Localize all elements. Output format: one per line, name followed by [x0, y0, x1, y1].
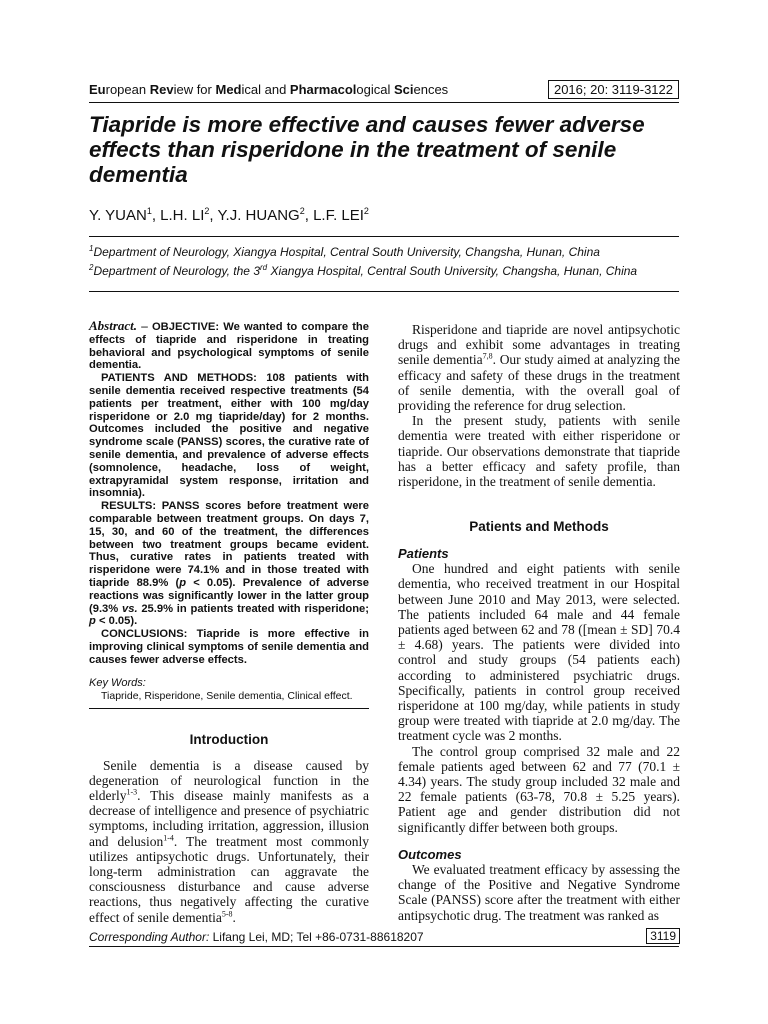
citation-box: 2016; 20: 3119-3122: [548, 80, 679, 99]
intro-text: Senile dementia is a disease caused by degeneration of neurological function in the elderly: [89, 757, 369, 803]
results-text: 25.9% in patients treated with risperidone;: [137, 602, 370, 615]
right-column: [398, 322, 680, 923]
results-vs: vs.: [122, 602, 138, 615]
author-affil-sup: 1: [146, 206, 152, 216]
affil-text: Xiangya Hospital, Central South University, Changsha, Hunan, China: [267, 264, 638, 278]
corresponding-author: [89, 930, 424, 944]
patients-body: [398, 561, 680, 835]
affiliation-2: [89, 260, 679, 279]
results-text: < 0.05). Prevalence of adverse reactions was significantly lower in the latter group (9.3%: [89, 576, 369, 615]
intro-text: . The treatment most commonly utilizes antipsychotic drugs. Unfortunately, their long-term administration can aggravate the consciousness disturbance and cause adverse reactions, thus negatively affecting the curative effect of senile dementia: [89, 833, 370, 925]
results-label: RESULTS:: [101, 500, 157, 513]
journal-name-part: iew for: [173, 82, 216, 97]
left-column: [89, 320, 369, 925]
affil-ordinal: rd: [260, 263, 268, 272]
journal-name-part: Eu: [89, 82, 106, 97]
intro-paragraph-3: In the present study, patients with senile dementia were treated with either risperidone or tiapride. Our observations demonstrate that tiapride has a better efficacy and safety profile, than risperidone, in the treatment of senile dementia.: [398, 413, 680, 490]
conclusions-text: Tiapride is more effective in improving clinical symptoms of senile dementia and causes fewer adverse effects.: [89, 628, 369, 666]
results-p: p: [179, 576, 187, 589]
keywords-label: Key Words:: [89, 676, 146, 689]
patients-subheading: Patients: [398, 546, 449, 562]
objective-text: We wanted to compare the effects of tiapride and risperidone in treating behavioral and psychological symptoms of senile dementia.: [89, 321, 369, 372]
page-number: 3119: [646, 928, 680, 944]
introduction-continued: [398, 322, 680, 489]
objective-label: OBJECTIVE:: [151, 321, 220, 333]
journal-name-part: Med: [215, 82, 242, 97]
author-affil-sup: 2: [363, 206, 369, 216]
results-text: PANSS scores before treatment were comparable between treatment groups. On days 7, 15, 30, and 60 of the treatment, the differences between two treatment groups became evident. Thus, curative rates in patients treated with risperidone were 74.1% and in those treated with tiapride 88.9% (: [89, 500, 369, 589]
abstract-methods: [89, 372, 369, 500]
citation-sup: 7,8: [482, 351, 493, 361]
abstract: [89, 320, 369, 667]
introduction-body: [89, 758, 369, 925]
intro-paragraph-2: [398, 322, 680, 413]
header-rule: [89, 102, 679, 103]
conclusions-label: CONCLUSIONS:: [101, 628, 188, 641]
intro-text: . Our study aimed at analyzing the efficacy and safety of these drugs in the treatment of senile dementia, with the overall goal of providing the reference for drug selection.: [398, 352, 680, 414]
affil-text: Department of Neurology, Xiangya Hospital, Central South University, Changsha, Hunan, China: [93, 245, 600, 259]
corresponding-text: Lifang Lei, MD; Tel +86-0731-88618207: [209, 930, 424, 944]
outcomes-subheading: Outcomes: [398, 846, 462, 862]
journal-name-part: ences: [413, 82, 449, 97]
affil-sup: 2: [89, 263, 94, 272]
abstract-objective: [89, 320, 369, 372]
journal-name-part: Rev: [149, 82, 174, 97]
affil-text: Department of Neurology, the 3: [93, 264, 260, 278]
affiliations: [89, 241, 679, 279]
intro-text: Risperidone and tiapride are novel antipsychotic drugs and exhibit some advantages in treating senile dementia: [398, 322, 680, 368]
introduction-heading: Introduction: [189, 731, 269, 747]
abstract-results: [89, 500, 369, 628]
methods-text: 108 patients with senile dementia received respective treatments (54 patients per treatment, either with 100 mg/day risperidone or 2.0 mg tiapride/day) for 2 months. Outcomes included the positive and negative syndrome scale (PANSS) scores, the curative rate of senile dementia, and prevalence of adverse effects (somnolence, headache, loss of weight, extrapyramidal system response, irritation and insomnia).: [89, 372, 369, 500]
citation-sup: 1-3: [126, 787, 138, 797]
methods-heading: Patients and Methods: [469, 519, 609, 535]
authors-rule: [89, 236, 679, 237]
outcomes-body: [398, 862, 680, 923]
abstract-conclusions: [89, 628, 369, 666]
author: Y.J. HUANG: [217, 207, 300, 224]
citation-sup: 5-8: [221, 909, 233, 919]
keywords-rule: [89, 708, 369, 709]
footer-rule: [89, 946, 679, 947]
journal-name-part: ical and: [241, 82, 290, 97]
corresponding-label: Corresponding Author:: [89, 930, 210, 944]
journal-header: [89, 80, 679, 100]
author-list: Y. YUAN$^1$, L.H. $LI^2$, Y.J. HUANG$^2$, L.F. LEI$^2$: [89, 206, 369, 224]
keywords-text: Tiapride, Risperidone, Senile dementia, Clinical effect.: [101, 689, 353, 702]
author-affil-sup: 2: [204, 206, 210, 216]
journal-name-part: ogical: [356, 82, 394, 97]
author: L.H. LI: [160, 207, 205, 224]
intro-text: . This disease mainly manifests as a decrease of intelligence and presence of psychiatric symptoms, including irritation, aggression, illusion and delusion: [89, 787, 369, 849]
results-text: < 0.05).: [95, 615, 138, 628]
author: L.F. LEI: [313, 207, 364, 224]
results-p: p: [89, 615, 96, 628]
methods-label: PATIENTS AND METHODS:: [101, 372, 257, 385]
intro-text: .: [232, 909, 236, 925]
patients-paragraph-2: The control group comprised 32 male and 22 female patients aged between 62 and 77 (70.1 ± 4.34) years. The study group included 32 male and 22 female patients (63-78, 70.8 ± 5.25 years). Patient age and gender distribution did not significantly differ between both groups.: [398, 743, 680, 835]
outcomes-paragraph-1: We evaluated treatment efficacy by assessing the change of the Positive and Negative Syndrome Scale (PANSS) score after the treatment with either antipsychotic drug. The treatment was ranked as: [398, 861, 680, 923]
abstract-heading: Abstract. –: [89, 318, 148, 333]
article-title: Tiapride is more effective and causes fewer adverse effects than risperidone in the treatment of senile dementia: [89, 112, 645, 187]
affiliations-rule: [89, 291, 679, 292]
journal-name-part: Sci: [393, 82, 414, 97]
journal-name-part: Pharmacol: [289, 82, 357, 97]
author-affil-sup: 2: [299, 206, 305, 216]
patients-paragraph-1: One hundred and eight patients with senile dementia, who received treatment in our Hospital between June 2010 and May 2013, were selected. The patients included 64 male and 44 female patients aged between 62 and 78 ([mean ± SD] 70.4 ± 4.68) years. The patients were divided into control and study groups (54 patients each) according to administered psychiatric drugs. Specifically, patients in control group received risperidone at 100 mg/day, while patients in study group were treated with tiapride at 2.0 mg/day. The treatment cycle was 2 months.: [398, 561, 680, 744]
affil-sup: 1: [89, 244, 94, 253]
author: Y. YUAN: [89, 207, 147, 224]
affiliation-1: [89, 241, 679, 260]
journal-name-part: ropean: [105, 82, 150, 97]
intro-paragraph-1: [89, 758, 369, 925]
citation-sup: 1-4: [163, 833, 174, 843]
journal-name: [89, 82, 448, 97]
